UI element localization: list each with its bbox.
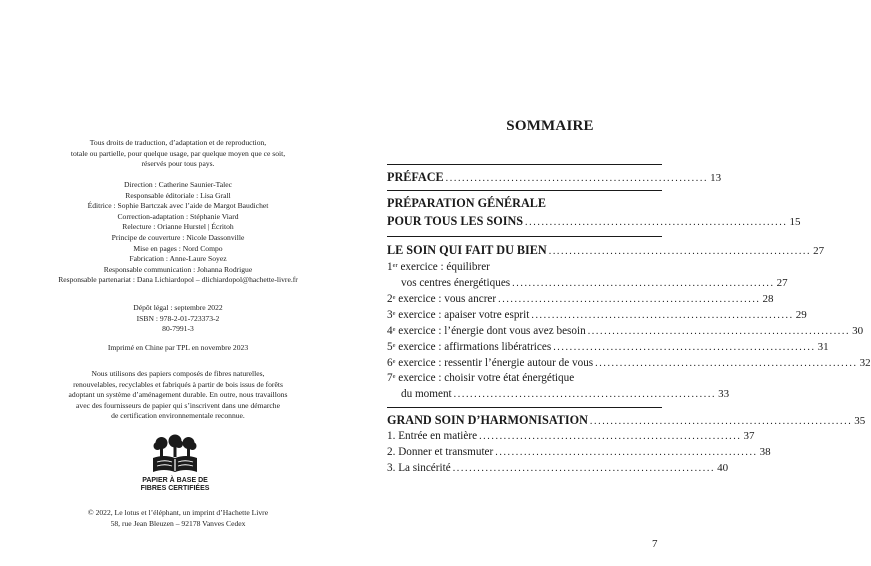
toc-entry-label: 2e exercice : vous ancrer xyxy=(387,293,497,305)
toc-entry-exercise-1[interactable] xyxy=(387,259,662,275)
toc-entry-page: 35 xyxy=(854,415,866,427)
credit-line: Direction : Catherine Saunier-Talec xyxy=(124,180,232,189)
page-number: 7 xyxy=(652,538,658,550)
dot-leader: ................................................................ xyxy=(452,463,716,474)
toc-entry-soin[interactable] xyxy=(387,242,825,258)
credit-line: Relecture : Orianne Hurstel | Écritoh xyxy=(122,222,234,232)
toc-entry-preparation[interactable] xyxy=(387,195,662,211)
toc-entry-sub-2[interactable] xyxy=(387,444,771,460)
credit-line: Éditrice : Sophie Bartczak avec l’aide de Margot Baudichet xyxy=(87,201,269,211)
toc-entry-harmonisation[interactable] xyxy=(387,412,866,428)
toc-entry-page: 15 xyxy=(789,216,801,228)
legal-line: 80-7991-3 xyxy=(162,324,194,334)
toc-entry-page: 13 xyxy=(710,172,722,184)
logo-label-line: PAPIER À BASE DE xyxy=(142,477,208,484)
credit-line: Principe de couverture : Nicole Dassonville xyxy=(111,232,245,242)
toc-entry-exercise-7[interactable] xyxy=(387,370,662,386)
rights-line: totale ou partielle, pour quelque usage, par quelque moyen que ce soit, xyxy=(70,148,286,158)
legal-line: Dépôt légal : septembre 2022 xyxy=(133,303,223,312)
toc-entry-page: 27 xyxy=(813,245,825,257)
toc-entry-label: 3e exercice : apaiser votre esprit xyxy=(387,309,530,321)
paper-line: renouvelables, recyclables et fabriqués à partir de bois issus de forêts xyxy=(73,379,283,389)
toc-entry-sub-1[interactable] xyxy=(387,428,755,444)
credit-line: Responsable communication : Johanna Rodrigue xyxy=(103,264,253,274)
address-line: 58, rue Jean Bleuzen – 92178 Vanves Cedex xyxy=(110,518,246,528)
printed-line: Imprimé en Chine par TPL en novembre 2023 xyxy=(107,343,249,352)
toc-entry-label: GRAND SOIN D’HARMONISATION xyxy=(387,413,588,427)
section-divider xyxy=(387,190,662,191)
toc-entry-label: 3. La sincérité xyxy=(387,462,451,474)
toc-entry-label: PRÉPARATION GÉNÉRALE xyxy=(387,196,547,210)
toc-entry-page: 31 xyxy=(817,341,829,353)
toc-entry-sub-3[interactable] xyxy=(387,460,729,476)
section-divider xyxy=(387,236,662,237)
toc-entry-page: 38 xyxy=(759,446,771,458)
toc-entry-label: 2. Donner et transmuter xyxy=(387,446,494,458)
toc-entry-preface[interactable] xyxy=(387,169,722,185)
credits-list xyxy=(28,180,328,286)
dot-leader: ................................................................ xyxy=(553,342,816,353)
dot-leader: ................................................................ xyxy=(479,431,742,442)
rights-notice xyxy=(28,138,328,170)
credit-line: Responsable éditoriale : Lisa Grall xyxy=(125,190,231,200)
toc-entry-preparation-cont[interactable] xyxy=(387,213,801,229)
section-divider xyxy=(387,164,662,165)
toc-entry-label: 4e exercice : l’énergie dont vous avez besoin xyxy=(387,325,586,337)
toc-entry-exercise-3[interactable] xyxy=(387,307,807,323)
toc-entry-label: 7e exercice : choisir votre état énergétique xyxy=(387,372,575,384)
dot-leader: ................................................................ xyxy=(525,217,788,228)
toc-entry-label: vos centres énergétiques xyxy=(401,277,511,289)
dot-leader: ................................................................ xyxy=(445,173,709,184)
paper-line: de certification environnementale reconnue. xyxy=(111,411,245,421)
toc-entry-page: 40 xyxy=(717,462,729,474)
credit-line: Responsable partenariat : Dana Lichiardopol – dlichiardopol@hachette-livre.fr xyxy=(58,275,298,285)
section-divider xyxy=(387,407,662,408)
dot-leader: ................................................................ xyxy=(512,278,775,289)
rights-line: Tous droits de traduction, d’adaptation et de reproduction, xyxy=(89,138,267,147)
certified-paper-trees-book-icon xyxy=(149,434,201,476)
toc-title: SOMMAIRE xyxy=(506,118,594,134)
toc-entry-exercise-6[interactable] xyxy=(387,355,871,371)
toc-entry-page: 37 xyxy=(743,430,755,442)
certified-paper-logo xyxy=(137,434,213,494)
toc-entry-label: LE SOIN QUI FAIT DU BIEN xyxy=(387,243,547,257)
contents-page xyxy=(350,0,871,566)
toc-entry-page: 32 xyxy=(859,357,871,369)
toc-entry-label: 1. Entrée en matière xyxy=(387,430,478,442)
dot-leader: ................................................................ xyxy=(548,246,812,257)
toc-entry-exercise-4[interactable] xyxy=(387,323,864,339)
toc-entry-page: 30 xyxy=(852,325,864,337)
logo-label xyxy=(137,477,213,493)
toc-entry-page: 33 xyxy=(718,388,730,400)
toc-entry-exercise-5[interactable] xyxy=(387,339,829,355)
dot-leader: ................................................................ xyxy=(587,326,851,337)
toc-entry-page: 27 xyxy=(776,277,788,289)
copyright-notice xyxy=(28,508,328,529)
toc-entry-exercise-2[interactable] xyxy=(387,291,774,307)
paper-line: avec des fournisseurs de papier qui s’inscrivent dans une démarche xyxy=(76,400,280,410)
isbn-line: ISBN : 978-2-01-723373-2 xyxy=(136,313,220,323)
toc-entry-exercise-7-cont[interactable] xyxy=(387,386,730,402)
toc-entry-label: PRÉFACE xyxy=(387,170,444,184)
toc-entry-label: 1er exercice : équilibrer xyxy=(387,261,490,273)
credit-line: Fabrication : Anne-Laure Soyez xyxy=(129,254,227,264)
legal-deposit xyxy=(28,303,328,335)
dot-leader: ................................................................ xyxy=(453,389,717,400)
toc-entry-page: 28 xyxy=(762,293,774,305)
paper-line: adoptant un système d’aménagement durable. En outre, nous travaillons xyxy=(68,390,288,400)
dot-leader: ................................................................ xyxy=(498,294,761,305)
copyright-line: © 2022, Le lotus et l’éléphant, un imprint d’Hachette Livre xyxy=(87,508,269,517)
dot-leader: ................................................................ xyxy=(531,310,794,321)
credit-line: Mise en pages : Nord Compo xyxy=(133,243,223,253)
toc-entry-label: POUR TOUS LES SOINS xyxy=(387,214,524,228)
printed-in xyxy=(28,343,328,354)
toc-entry-label: 5e exercice : affirmations libératrices xyxy=(387,341,552,353)
toc-entry-exercise-1-cont[interactable] xyxy=(387,275,788,291)
logo-label-line: FIBRES CERTIFIÉES xyxy=(140,485,210,492)
paper-notice xyxy=(28,369,328,422)
toc-entry-page: 29 xyxy=(795,309,807,321)
dot-leader: ................................................................ xyxy=(589,416,853,427)
dot-leader: ................................................................ xyxy=(495,447,758,458)
rights-line: réservés pour tous pays. xyxy=(141,159,215,169)
credit-line: Correction-adaptation : Stéphanie Viard xyxy=(117,211,239,221)
toc-entry-label: du moment xyxy=(401,388,452,400)
dot-leader: ................................................................ xyxy=(595,358,858,369)
toc-entry-label: 6e exercice : ressentir l’énergie autour de vous xyxy=(387,357,594,369)
paper-line: Nous utilisons des papiers composés de fibres naturelles, xyxy=(91,369,265,378)
copyright-page xyxy=(0,0,350,566)
